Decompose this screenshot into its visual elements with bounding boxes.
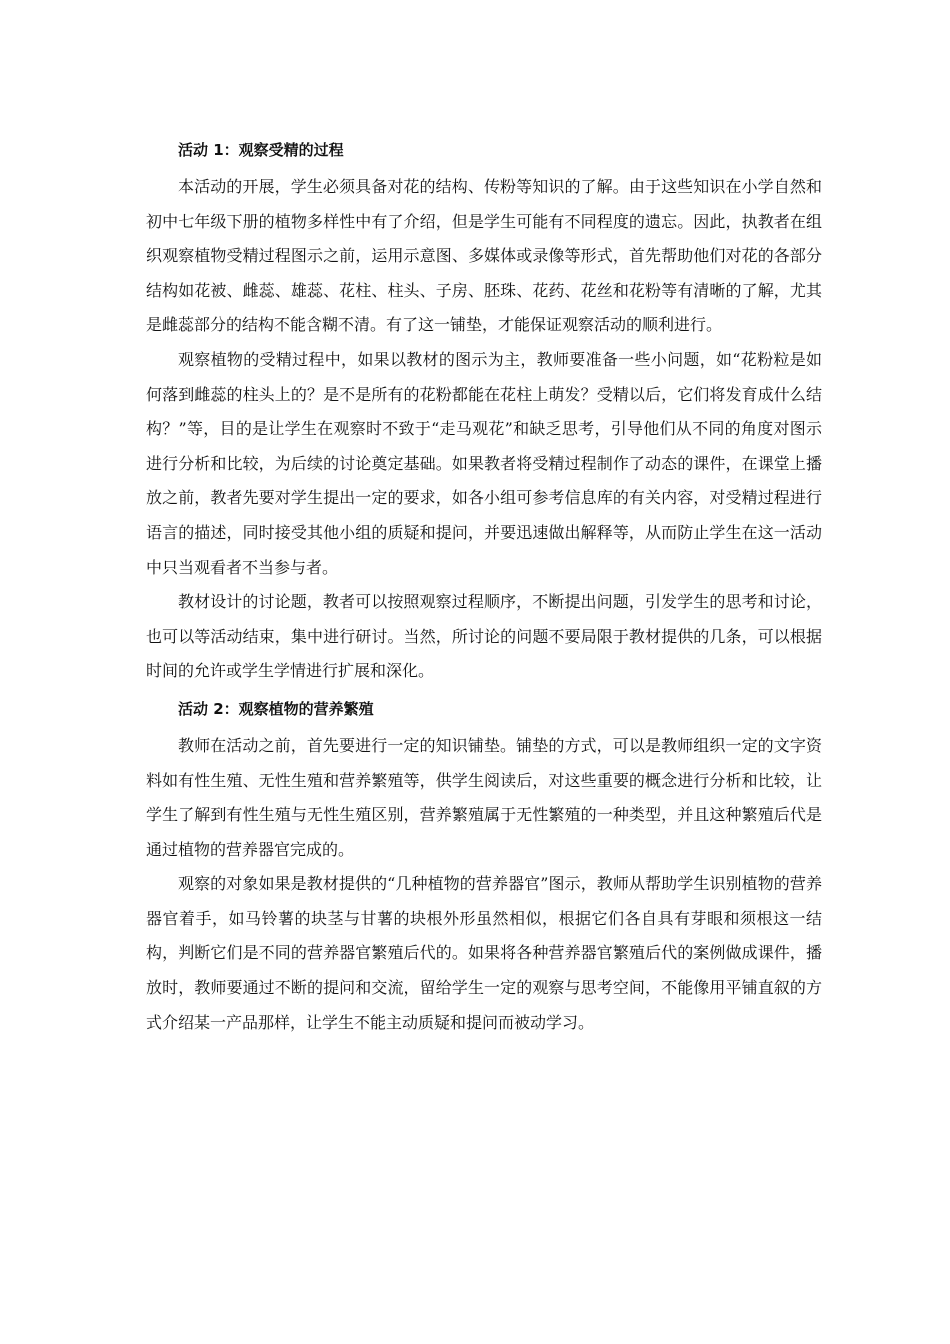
document-page: [146, 130, 822, 1040]
section-heading: 活动 1：观察受精的过程: [178, 141, 344, 159]
paragraph: 本活动的开展，学生必须具备对花的结构、传粉等知识的了解。由于这些知识在小学自然和初中七年级下册的植物多样性中有了介绍，但是学生可能有不同程度的遗忘。因此，执教者在组织观察植物受精过程图示之前，运用示意图、多媒体或录像等形式，首先帮助他们对花的各部分结构如花被、雌蕊、雄蕊、花柱、柱头、子房、胚珠、花药、花丝和花粉等有清晰的了解，尤其是雌蕊部分的结构不能含糊不清。有了这一铺垫，才能保证观察活动的顺利进行。: [146, 177, 822, 335]
paragraph: 教材设计的讨论题，教者可以按照观察过程顺序，不断提出问题，引发学生的思考和讨论，也可以等活动结束，集中进行研讨。当然，所讨论的问题不要局限于教材提供的几条，可以根据时间的允许或学生学情进行扩展和深化。: [146, 592, 822, 681]
paragraph: 观察植物的受精过程中，如果以教材的图示为主，教师要准备一些小问题，如“花粉粒是如何落到雌蕊的柱头上的？是不是所有的花粉都能在花柱上萌发？受精以后，它们将发育成什么结构？”等，目的是让学生在观察时不致于“走马观花”和缺乏思考，引导他们从不同的角度对图示进行分析和比较，为后续的讨论奠定基础。如果教者将受精过程制作了动态的课件，在课堂上播放之前，教者先要对学生提出一定的要求，如各小组可参考信息库的有关内容，对受精过程进行语言的描述，同时接受其他小组的质疑和提问，并要迅速做出解释等，从而防止学生在这一活动中只当观看者不当参与者。: [146, 349, 822, 577]
paragraph: 观察的对象如果是教材提供的“几种植物的营养器官”图示，教师从帮助学生识别植物的营养器官着手，如马铃薯的块茎与甘薯的块根外形虽然相似，根据它们各自具有芽眼和须根这一结构，判断它们是不同的营养器官繁殖后代的。如果将各种营养器官繁殖后代的案例做成课件，播放时，教师要通过不断的提问和交流，留给学生一定的观察与思考空间，不能像用平铺直叙的方式介绍某一产品那样，让学生不能主动质疑和提问而被动学习。: [146, 874, 822, 1032]
paragraph: 教师在活动之前，首先要进行一定的知识铺垫。铺垫的方式，可以是教师组织一定的文字资料如有性生殖、无性生殖和营养繁殖等，供学生阅读后，对这些重要的概念进行分析和比较，让学生了解到有性生殖与无性生殖区别，营养繁殖属于无性繁殖的一种类型，并且这种繁殖后代是通过植物的营养器官完成的。: [146, 735, 822, 859]
section-heading: 活动 2：观察植物的营养繁殖: [178, 699, 374, 718]
section-activity-1: [146, 130, 822, 689]
section-activity-2: [146, 689, 822, 1040]
